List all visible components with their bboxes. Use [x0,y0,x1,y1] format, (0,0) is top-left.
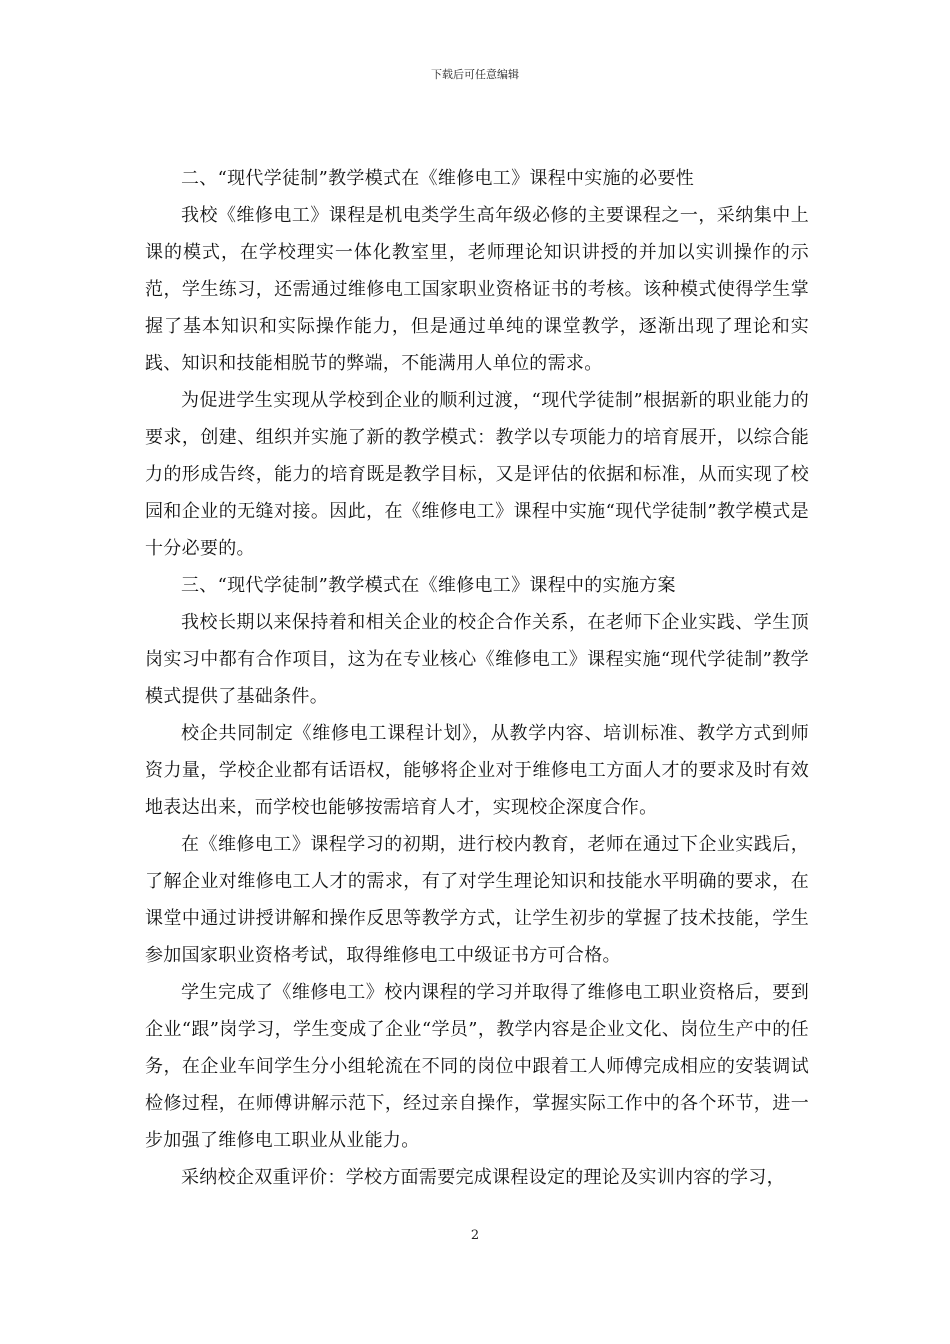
section-heading-necessity: 二、“现代学徒制”教学模式在《维修电工》课程中实施的必要性 [181,168,695,189]
paragraph: 采纳校企双重评价：学校方面需要完成课程设定的理论及实训内容的学习， [181,1167,785,1188]
paragraph: 学生完成了《维修电工》校内课程的学习并取得了维修电工职业资格后，要到企业“跟”岗学习，学生变成了企业“学员”，教学内容是企业文化、岗位生产中的任务，在企业车间学生分小组轮流在不同的岗位中跟着工人师傅完成相应的安装调试检修过程，在师傅讲解示范下，经过亲自操作，掌握实际工作中的各个环节，进一步加强了维修电工职业从业能力。 [145,982,809,1151]
paragraph: 我校长期以来保持着和相关企业的校企合作关系，在老师下企业实践、学生顶岗实习中都有合作项目，这为在专业核心《维修电工》课程实施“现代学徒制”教学模式提供了基础条件。 [145,612,809,707]
paragraph: 为促进学生实现从学校到企业的顺利过渡，“现代学徒制”根据新的职业能力的要求，创建、组织并实施了新的教学模式：教学以专项能力的培育展开，以综合能力的形成告终，能力的培育既是教学目标，又是评估的依据和标准，从而实现了校园和企业的无缝对接。因此，在《维修电工》课程中实施“现代学徒制”教学模式是十分必要的。 [145,390,809,559]
section-heading-plan: 三、“现代学徒制”教学模式在《维修电工》课程中的实施方案 [181,575,676,596]
paragraph: 在《维修电工》课程学习的初期，进行校内教育，老师在通过下企业实践后，了解企业对维修电工人才的需求，有了对学生理论知识和技能水平明确的要求，在课堂中通过讲授讲解和操作反思等教学方式，让学生初步的掌握了技术技能，学生参加国家职业资格考试，取得维修电工中级证书方可合格。 [145,834,809,966]
paragraph: 校企共同制定《维修电工课程计划》，从教学内容、培训标准、教学方式到师资力量，学校企业都有话语权，能够将企业对于维修电工方面人才的要求及时有效地表达出来，而学校也能够按需培育人才，实现校企深度合作。 [145,723,809,818]
document-body [145,160,809,1196]
paragraph: 我校《维修电工》课程是机电类学生高年级必修的主要课程之一，采纳集中上课的模式，在学校理实一体化教室里，老师理论知识讲授的并加以实训操作的示范，学生练习，还需通过维修电工国家职业资格证书的考核。该种模式使得学生掌握了基本知识和实际操作能力，但是通过单纯的课堂教学，逐渐出现了理论和实践、知识和技能相脱节的弊端，不能满用人单位的需求。 [145,205,809,374]
page-header: 下载后可任意编辑 [431,68,519,81]
page-number: 2 [470,1228,480,1243]
